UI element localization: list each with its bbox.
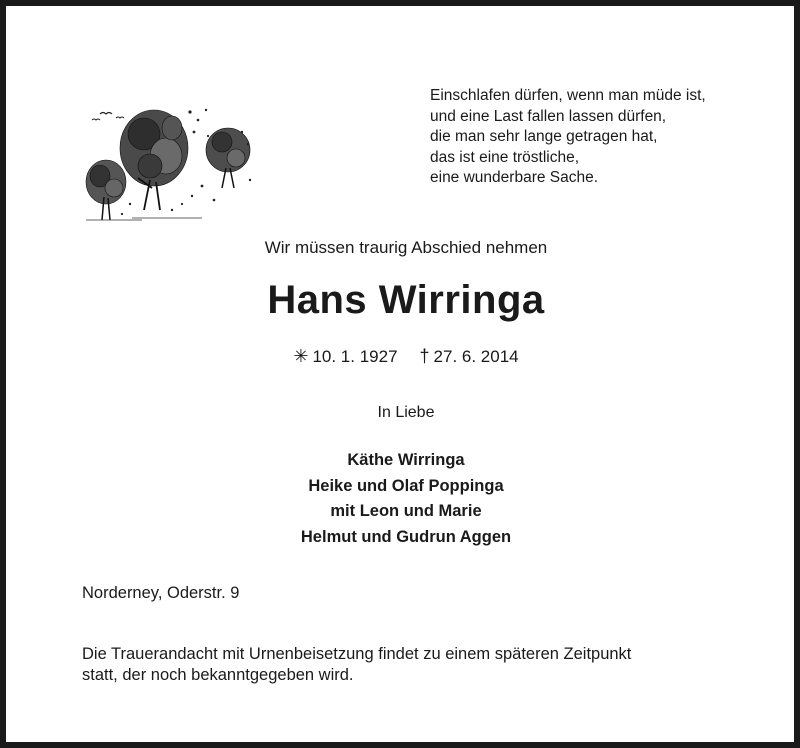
notice-line: Die Trauerandacht mit Urnenbeisetzung findet zu einem späteren Zeitpunkt <box>82 645 632 663</box>
family-member: Heike und Olaf Poppinga <box>308 476 504 495</box>
deceased-name: Hans Wirringa <box>267 278 545 322</box>
family-member: Käthe Wirringa <box>347 451 465 469</box>
poem-line: eine wunderbare Sache. <box>430 169 599 186</box>
poem-line: die man sehr lange getragen hat, <box>430 128 658 145</box>
poem-line: und eine Last fallen lassen dürfen, <box>430 107 667 125</box>
address: Norderney, Oderstr. 9 <box>82 584 240 602</box>
intro-text: Wir müssen traurig Abschied nehmen <box>264 238 548 257</box>
poem-line: Einschlafen dürfen, wenn man müde ist, <box>430 87 706 104</box>
trees-illustration-icon <box>82 92 254 224</box>
poem <box>430 86 706 189</box>
birth-star-icon: ✳ <box>293 346 309 366</box>
notice-line: statt, der noch bekanntgegeben wird. <box>82 666 354 684</box>
in-love-text: In Liebe <box>377 404 435 421</box>
memorial-notice <box>82 644 631 686</box>
family-list <box>6 448 800 550</box>
death-cross-icon: † <box>419 346 430 366</box>
birth-date: 10. 1. 1927 <box>312 347 398 366</box>
life-dates <box>6 346 800 367</box>
family-member: Helmut und Gudrun Aggen <box>300 527 512 546</box>
poem-line: das ist eine tröstliche, <box>430 148 580 166</box>
death-date: 27. 6. 2014 <box>433 347 519 366</box>
family-member: mit Leon und Marie <box>330 502 482 520</box>
